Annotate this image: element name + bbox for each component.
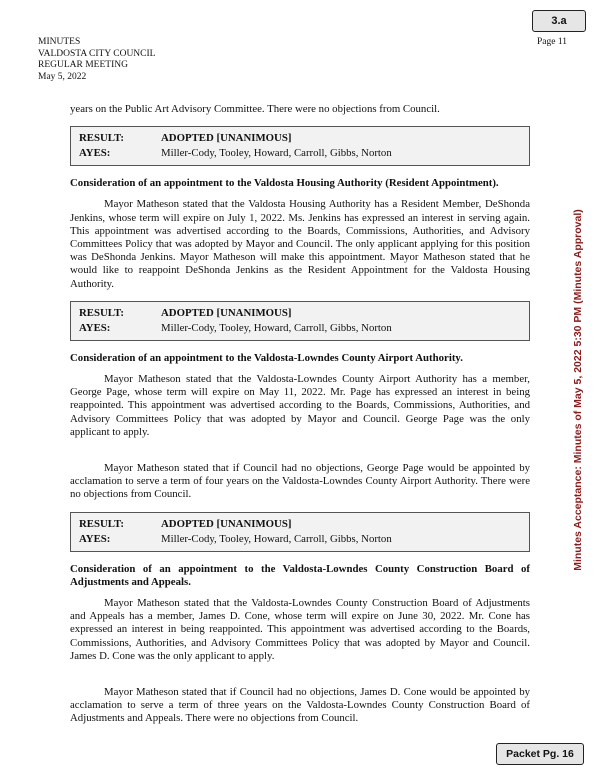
side-stamp-text: Minutes Acceptance: Minutes of May 5, 2022 5:30 PM (Minutes Approval)	[572, 209, 584, 571]
section-paragraph: Mayor Matheson stated that if Council had no objections, George Page would be appointed by acclamation to serve a term of four years on the Valdosta-Lowndes County Airport Authority. There were no objections from Council.	[70, 462, 530, 501]
section-paragraph: Mayor Matheson stated that the Valdosta-Lowndes County Airport Authority has a member, George Page, whose term will expire on May 11, 2022. Mr. Page has expressed an interest in being reappointed. This appointment was advertised according to the Boards, Commissions, Authorities, and Advisory Committees Policy that was adopted by Mayor and Council. George Page was the only applicant to apply.	[70, 373, 530, 438]
section-heading: Consideration of an appointment to the Valdosta-Lowndes County Construction Board of Adjustments and Appeals.	[70, 562, 530, 588]
intro-paragraph: years on the Public Art Advisory Committee. There were no objections from Council.	[70, 103, 440, 115]
result-value: ADOPTED [UNANIMOUS]	[161, 517, 292, 530]
header-line: MINUTES	[38, 37, 81, 47]
ayes-value: Miller-Cody, Tooley, Howard, Carroll, Gibbs, Norton	[161, 321, 392, 334]
ayes-value: Miller-Cody, Tooley, Howard, Carroll, Gibbs, Norton	[161, 147, 392, 160]
ayes-label: AYES:	[79, 147, 111, 160]
result-label: RESULT:	[79, 517, 125, 530]
result-label: RESULT:	[79, 132, 125, 145]
document-header	[38, 37, 155, 83]
agenda-item-tag: 3.a	[532, 10, 586, 32]
header-date: May 5, 2022	[38, 71, 87, 82]
paragraph-spacer	[70, 663, 530, 686]
header-line: VALDOSTA CITY COUNCIL	[38, 48, 156, 59]
vote-result-box	[70, 512, 530, 552]
vote-result-box	[70, 126, 530, 166]
packet-page-footer: Packet Pg. 16	[496, 743, 584, 765]
ayes-label: AYES:	[79, 321, 111, 334]
result-label: RESULT:	[79, 306, 125, 319]
section-paragraph: Mayor Matheson stated that the Valdosta Housing Authority has a Resident Member, DeShonda Jenkins, whose term will expire on July 1, 2022. Ms. Jenkins has expressed an interest in serving again. This appointment was advertised according to the Boards, Commissions, Authorities, and Advisory Committees Policy that was adopted by Mayor and Council. The only applicant applying for this position was DeShonda Jenkins. Mayor Matheson will make this appointment. Mayor Matheson stated that he would like to reappoint DeShonda Jenkins as the Resident Appointment for the Valdosta Housing Authority.	[70, 198, 530, 290]
page-number: Page 11	[537, 37, 567, 47]
section-heading: Consideration of an appointment to the Valdosta-Lowndes County Airport Authority.	[70, 351, 463, 364]
header-line: REGULAR MEETING	[38, 60, 128, 70]
vote-result-box	[70, 301, 530, 341]
side-stamp	[569, 200, 587, 580]
result-value: ADOPTED [UNANIMOUS]	[161, 132, 292, 145]
paragraph-spacer	[70, 439, 530, 462]
ayes-value: Miller-Cody, Tooley, Howard, Carroll, Gibbs, Norton	[161, 532, 392, 545]
result-value: ADOPTED [UNANIMOUS]	[161, 306, 292, 319]
ayes-label: AYES:	[79, 532, 111, 545]
section-paragraph: Mayor Matheson stated that the Valdosta-Lowndes County Construction Board of Adjustments and Appeals has a member, James D. Cone, whose term will expire on June 30, 2022. Mr. Cone has expressed an interest in being reappointed. This appointment was advertised according to the Boards, Commissions, Authorities, and Advisory Committees Policy that was adopted by Mayor and Council. James D. Cone was the only applicant to apply.	[70, 597, 530, 662]
minutes-body	[70, 103, 530, 726]
section-heading: Consideration of an appointment to the Valdosta Housing Authority (Resident Appointment).	[70, 177, 499, 190]
section-paragraph: Mayor Matheson stated that if Council had no objections, James D. Cone would be appointed by acclamation to serve a term of three years on the Valdosta-Lowndes County Construction Board of Adjustments and Appeals. There were no objections from Council.	[70, 686, 530, 725]
